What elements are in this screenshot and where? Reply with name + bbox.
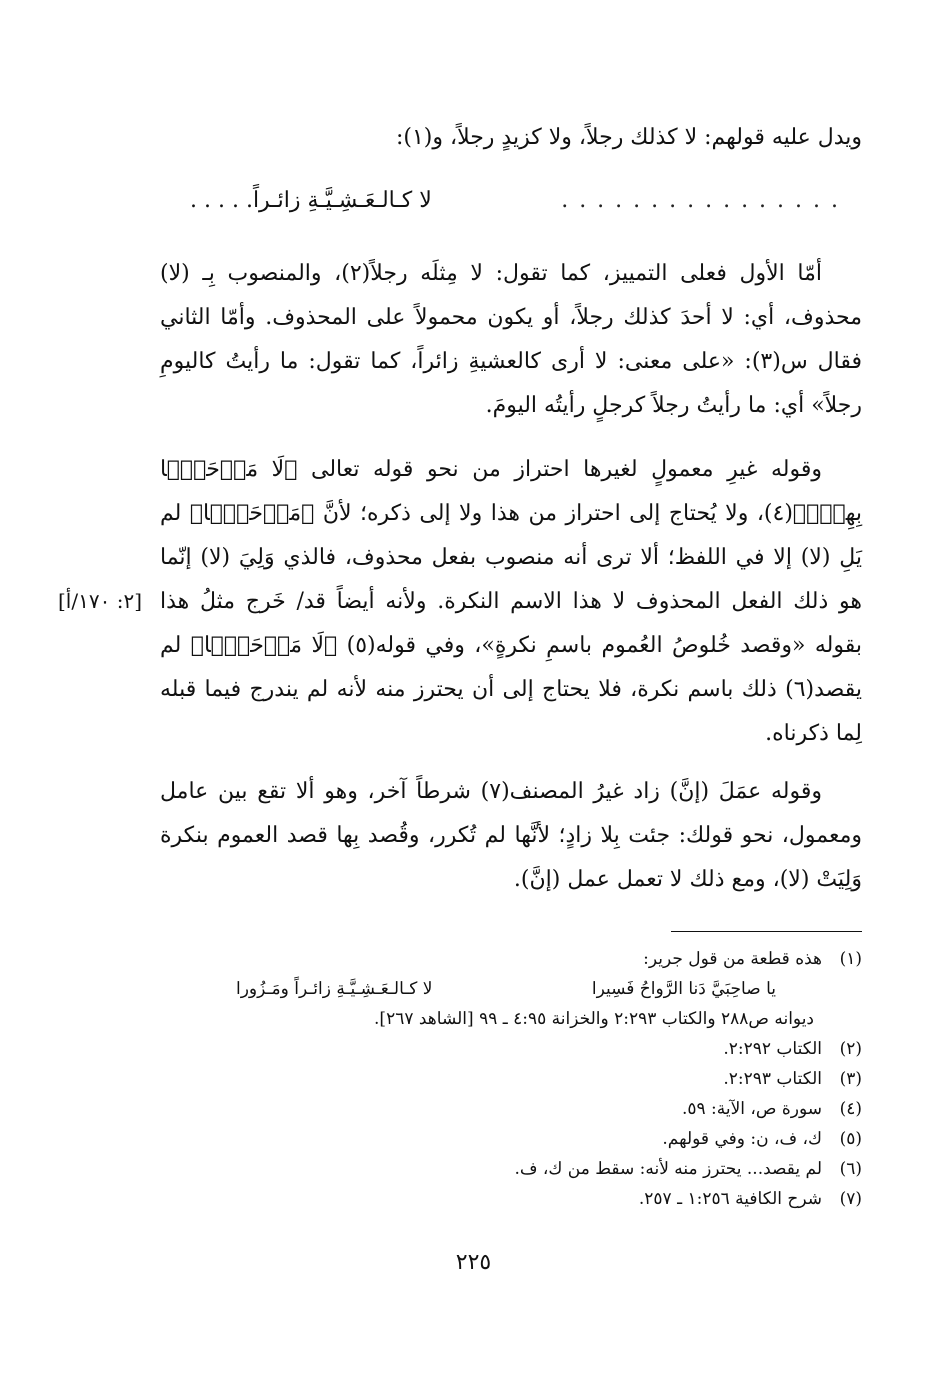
footnote-text: الكتاب ٢:٢٩٢. — [723, 1039, 822, 1059]
footnote-number: (٥) — [839, 1129, 862, 1149]
footnote-number: (٧) — [839, 1189, 862, 1209]
footnote-number: (١) — [839, 949, 862, 969]
verse-hemistich: لا كـالـعَـشِـيَّـةِ زائـراً. . . . . — [190, 188, 432, 213]
footnote-text: ك، ف، ن: وفي قولهم. — [662, 1129, 822, 1149]
footnote-number: (٤) — [839, 1099, 862, 1119]
footnote-text: سورة ص، الآية: ٥٩. — [681, 1099, 822, 1119]
footnote-text: هذه قطعة من قول جرير: — [643, 949, 822, 969]
manuscript-folio-ref: [٢: ١٧٠/أ] — [58, 589, 143, 613]
footnote-7 — [160, 1184, 862, 1214]
verse-dots: . . . . . . . . . . . . . . . . — [561, 188, 840, 213]
verse-quote — [190, 188, 840, 228]
footnotes — [160, 944, 862, 1214]
footnote-4 — [160, 1094, 862, 1124]
page-number: ٢٢٥ — [455, 1250, 492, 1275]
footnote-number: (٢) — [839, 1039, 862, 1059]
footnote-number: (٣) — [839, 1069, 862, 1089]
paragraph-1-text: أمّا الأول فعلى التمييز، كما تقول: لا مِثلَه رجلاً(٢)، والمنصوب بِـ (لا) محذوف، أي: لا أحدَ كذلك رجلاً، أو يكون محمولاً على المحذوف. وأمّا الثاني فقال س(٣): «على معنى: لا أرى كالعشيةِ زائراً، كما تقول: ما رأيتُ كاليومِ رجلاً» أي: ما رأيتُ رجلاً كرجلٍ رأيتُه اليومَ. — [160, 261, 863, 418]
intro-text: ويدل عليه قولهم: لا كذلك رجلاً، ولا كزيدٍ رجلاً، و(١): — [395, 125, 862, 150]
paragraph-3-text: وقوله عمَلَ (إنَّ) زاد غيرُ المصنف(٧) شرطاً آخر، وهو ألا تقع بين عامل ومعمول، نحو قولك: جئت بِلا زادٍ؛ لأنَّها لم تُكرر، وقُصد بِها قصد العموم بنكرة وَلِيَتْ (لا)، ومع ذلك لا تعمل عمل (إنَّ). — [160, 779, 862, 892]
paragraph-2 — [160, 448, 862, 756]
footnote-number: (٦) — [839, 1159, 862, 1179]
intro-line — [160, 116, 862, 160]
footnote-3 — [160, 1064, 862, 1094]
paragraph-1 — [160, 252, 862, 428]
footnote-text: الكتاب ٢:٢٩٣. — [723, 1069, 822, 1089]
footnote-1-source: ديوانه ص٢٨٨ والكتاب ٢:٢٩٣ والخزانة ٤:٩٥ ـ ٩٩ [الشاهد ٢٦٧]. — [374, 1009, 814, 1029]
footnote-1-verse — [160, 974, 862, 1004]
verse-first-hemistich: يا صاحِبَيَّ دَنا الرَّواحُ فَسِيرا — [591, 979, 776, 999]
paragraph-2-text: وقوله غيرِ معمولٍ لغيرها احتراز من نحو قوله تعالى ﴿لَا مَرۡحَبَۢا بِهِمۡۚ﴾(٤)، ولا يُحتاج إلى احتراز من هذا ولا إلى ذكره؛ لأنَّ ﴿مَرۡحَبَۢا﴾ لم يَلِ (لا) إلا في اللفظ؛ ألا ترى أنه منصوب بفعل محذوف، فالذي وَلِيَ (لا) إنّما هو ذلك الفعل المحذوف لا هذا الاسم النكرة. ولأنه أيضاً قد/ خَرج مثلُ هذا بقوله «وقصد خُلوصُ العُموم باسمِ نكرةٍ»، وفي قوله(٥) ﴿لَا مَرۡحَبَۢا﴾ لم يقصد(٦) ذلك باسم نكرة، فلا يحتاج إلى أن يحترز منه لأنه لم يندرج فيما قبله لِما ذكرناه. — [160, 457, 862, 746]
footnote-2 — [160, 1034, 862, 1064]
footnote-divider — [671, 931, 862, 932]
footnote-5 — [160, 1124, 862, 1154]
verse-second-hemistich: لا كـالـعَـشِـيَّـةِ زائـراً ومَـزُورا — [236, 979, 433, 999]
footnote-text: شرح الكافية ١:٢٥٦ ـ ٢٥٧. — [638, 1189, 822, 1209]
footnote-6 — [160, 1154, 862, 1184]
footnote-text: لم يقصد... يحترز منه لأنه: سقط من ك، ف. — [514, 1159, 822, 1179]
footnote-1 — [160, 944, 862, 974]
paragraph-3 — [160, 770, 862, 902]
